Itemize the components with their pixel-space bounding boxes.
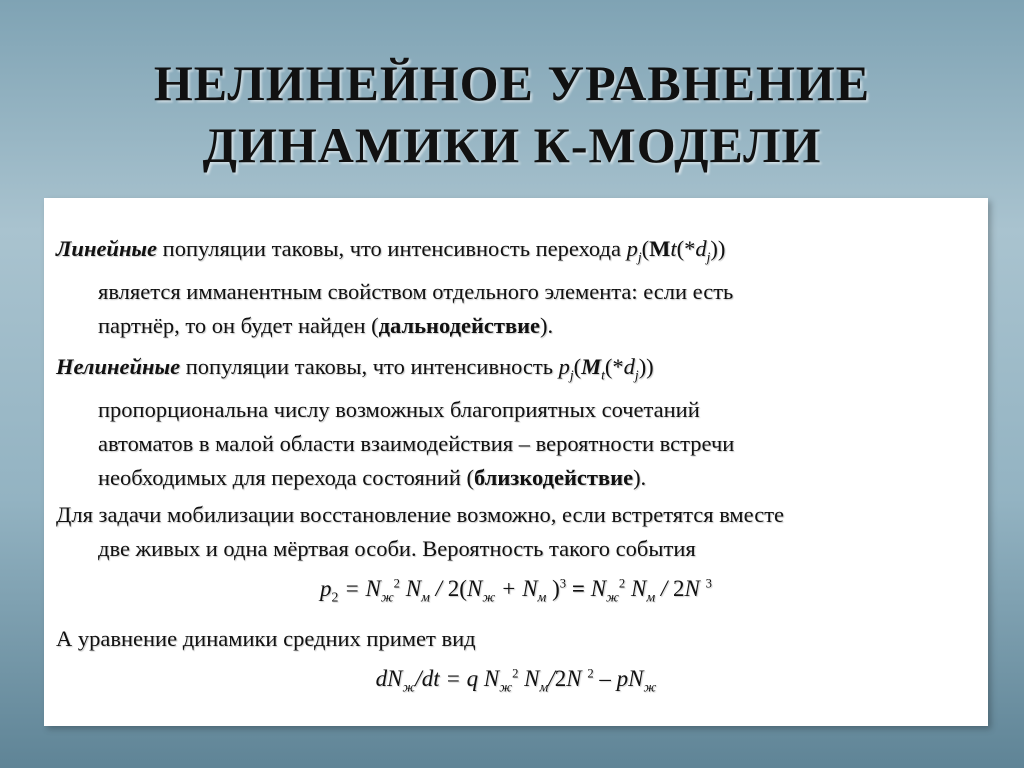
formula-subscript: м	[646, 589, 656, 605]
formula-operator: (	[459, 576, 467, 601]
formula-operator: =	[566, 576, 591, 601]
paragraph-linear	[56, 232, 980, 343]
formula-symbol: N	[522, 576, 538, 601]
paragraph-nonlinear-line-3: автоматов в малой области взаимодействия – вероятности встречи	[98, 430, 735, 456]
paragraph-mobilization	[56, 498, 980, 566]
formula-symbol: N	[466, 576, 483, 601]
subscript-t: t	[601, 367, 605, 383]
paragraph-mobilization-line-1: Для задачи мобилизации восстановление возможно, если встретятся вместе	[56, 502, 785, 527]
formula-subscript: ж	[380, 589, 394, 605]
formula-symbol: N	[405, 576, 422, 601]
formula-subscript: м	[539, 679, 549, 695]
paragraph-linear-line-3	[56, 309, 980, 343]
formula-symbol: dN	[375, 666, 403, 691]
formula-exponent: 2	[393, 576, 400, 591]
star-paren-open: (*	[604, 354, 624, 379]
formula-number: 2	[554, 666, 567, 691]
text-nonlinear-intro: популяции таковы, что интенсивность	[180, 354, 559, 379]
formula-operator: /	[548, 666, 555, 691]
subscript-j: j	[637, 249, 642, 265]
formula-operator: /	[655, 576, 674, 601]
formula-symbol: N	[590, 576, 607, 601]
formula-operator: /	[429, 576, 448, 601]
paren-open: (	[641, 236, 650, 261]
text-partner: партнёр, то он будет найден (	[98, 312, 379, 338]
formula-dynamics	[44, 666, 988, 696]
formula-number: 2	[447, 576, 460, 601]
formula-exponent: 2	[618, 576, 626, 591]
symbol-M: M	[581, 354, 602, 379]
symbol-p: p	[558, 354, 570, 379]
formula-symbol: /dt = q N	[415, 666, 500, 691]
paragraph-nonlinear-line-1	[56, 350, 980, 393]
slide-title	[0, 52, 1024, 176]
paragraph-nonlinear	[56, 350, 980, 495]
paragraph-dynamics	[56, 622, 980, 656]
text-end: ).	[633, 464, 647, 490]
formula-subscript: м	[421, 589, 430, 605]
symbol-t: t	[670, 236, 677, 261]
formula-symbol: N	[365, 576, 381, 601]
formula-subscript: ж	[482, 589, 496, 605]
formula-subscript: 2	[331, 589, 339, 605]
formula-symbol: N	[566, 666, 588, 691]
formula-operator: =	[338, 576, 366, 601]
slide-title-line-1: НЕЛИНЕЙНОЕ УРАВНЕНИЕ	[153, 55, 871, 111]
formula-subscript: ж	[402, 679, 416, 695]
formula-operator: +	[495, 576, 523, 601]
text-end: ).	[540, 312, 554, 338]
formula-subscript: ж	[643, 679, 657, 695]
formula-number: 2	[673, 576, 685, 601]
paren-close: ))	[710, 236, 726, 261]
formula-symbol: N	[630, 576, 647, 601]
subscript-j: j	[706, 249, 711, 265]
text-states: необходимых для перехода состояний (	[98, 464, 474, 490]
content-panel	[44, 198, 988, 726]
formula-exponent: 3	[559, 576, 567, 591]
formula-symbol: – pN	[593, 666, 644, 691]
formula-symbol: p	[320, 576, 332, 601]
paragraph-nonlinear-line-4	[56, 461, 980, 495]
term-nonlinear: Нелинейные	[56, 354, 181, 379]
term-linear: Линейные	[56, 236, 158, 261]
formula-exponent: 3	[705, 576, 712, 591]
formula-symbol: N	[684, 576, 706, 601]
formula-exponent: 2	[512, 666, 519, 681]
formula-operator: )	[546, 576, 560, 601]
formula-subscript: м	[537, 589, 547, 605]
term-short-range: близкодействие	[474, 464, 634, 490]
term-long-range: дальнодействие	[378, 312, 541, 338]
formula-probability	[44, 576, 988, 606]
formula-subscript: ж	[606, 589, 619, 605]
formula-subscript: ж	[499, 679, 513, 695]
symbol-p: p	[626, 236, 638, 261]
symbol-M: M	[649, 236, 671, 261]
paragraph-dynamics-line-1: А уравнение динамики средних примет вид	[56, 626, 476, 651]
paragraph-mobilization-line-2: две живых и одна мёртвая особи. Вероятность такого события	[98, 536, 696, 561]
slide-title-line-2: ДИНАМИКИ К-МОДЕЛИ	[202, 117, 822, 173]
paren-open: (	[573, 354, 582, 379]
symbol-d: d	[623, 354, 635, 379]
formula-symbol: N	[518, 666, 540, 691]
symbol-d: d	[695, 236, 707, 261]
paragraph-linear-line-1	[56, 232, 980, 275]
text-linear-intro: популяции таковы, что интенсивность перехода	[157, 236, 627, 261]
subscript-j: j	[569, 367, 574, 383]
star-paren-open: (*	[676, 236, 696, 261]
paren-close: ))	[638, 354, 654, 379]
paragraph-nonlinear-line-2: пропорциональна числу возможных благоприятных сочетаний	[98, 396, 700, 422]
formula-exponent: 2	[587, 666, 594, 681]
subscript-j: j	[634, 367, 639, 383]
paragraph-linear-line-2: является имманентным свойством отдельного элемента: если есть	[98, 278, 734, 304]
